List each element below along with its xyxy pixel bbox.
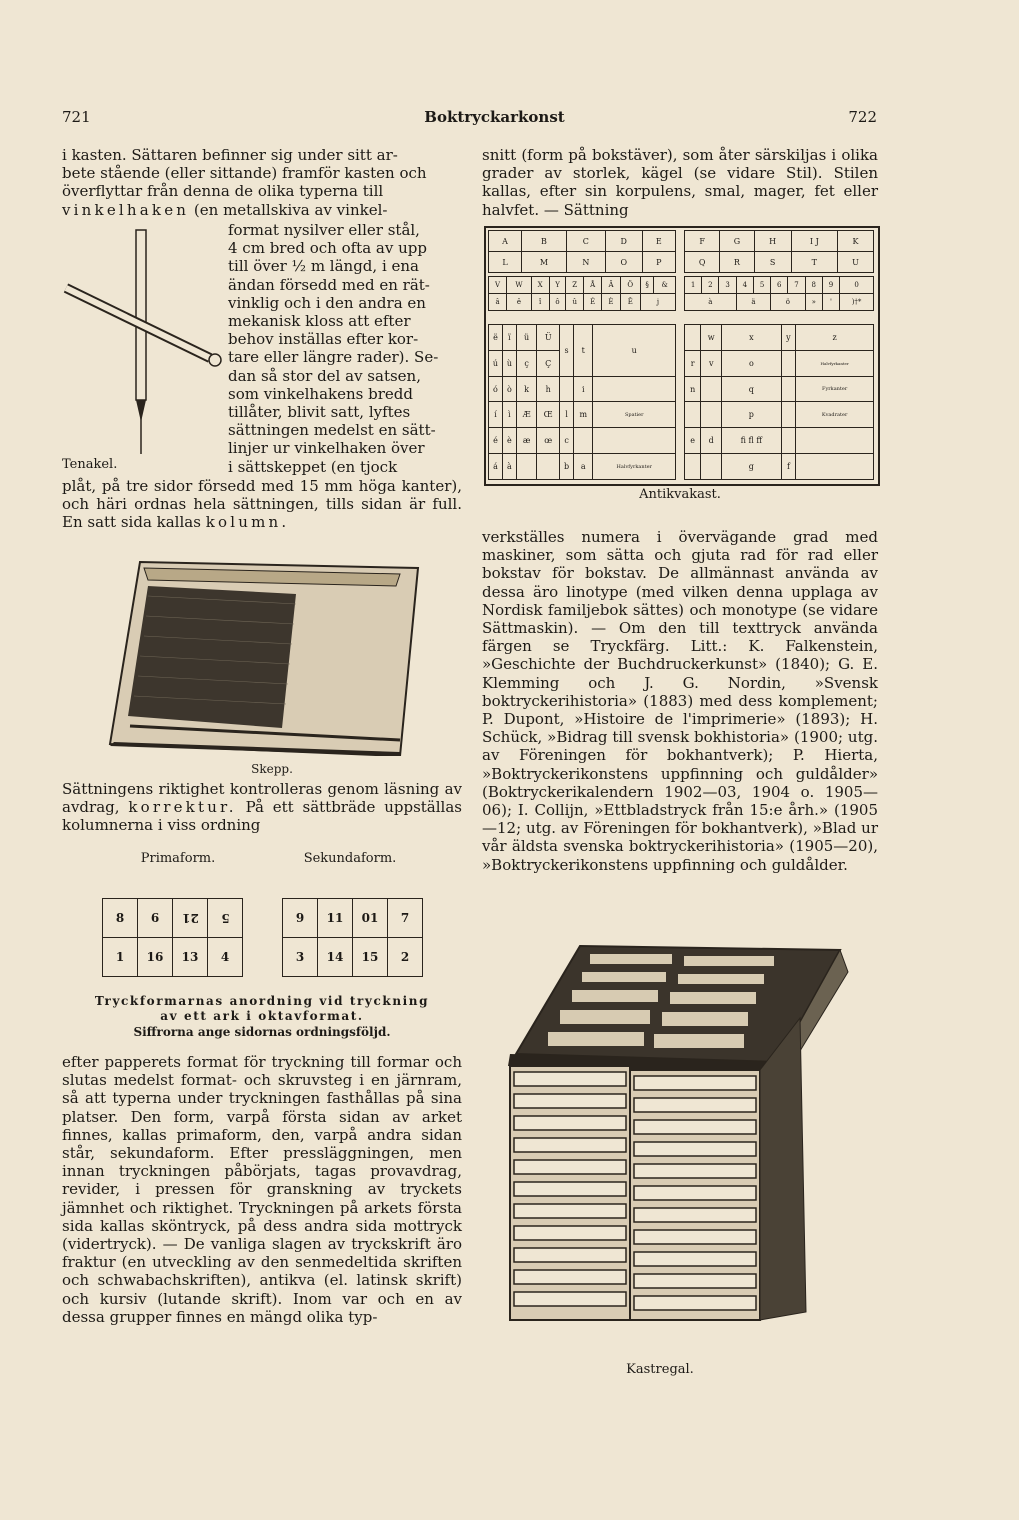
case-cell: C	[566, 231, 605, 252]
case-cell: Ä	[602, 277, 620, 294]
case-cell: 9	[822, 277, 839, 294]
text-line: bete stående (eller sittande) framför kasten och	[62, 164, 427, 183]
kastregal-illustration	[500, 942, 850, 1342]
case-cell: T	[791, 252, 837, 273]
case-cell: K	[837, 231, 873, 252]
case-cell	[593, 376, 676, 402]
case-cell: 5	[753, 277, 770, 294]
form-cell: 2	[388, 938, 423, 977]
case-cell	[781, 402, 796, 428]
text-line: till över ½ m längd, i ena	[228, 257, 419, 276]
case-cell: 4	[736, 277, 753, 294]
case-cell: r	[685, 350, 701, 376]
forms-caption-1: Tryckformarnas anordning vid tryckning	[94, 994, 430, 1008]
left-column-intro	[62, 146, 462, 219]
skepp-illustration	[100, 556, 430, 756]
case-cell: M	[522, 252, 567, 273]
running-title: Boktryckarkonst	[424, 108, 565, 126]
case-cell: f	[781, 454, 796, 480]
case-cell: Ê	[620, 294, 640, 311]
form-cell: 15	[353, 938, 388, 977]
case-cell: W	[507, 277, 532, 294]
form-cell: 11	[318, 899, 353, 938]
case-cell: â	[489, 294, 507, 311]
text-line: tillåter, blivit satt, lyftes	[228, 403, 411, 422]
case-cell: X	[531, 277, 549, 294]
case-cell: H	[754, 231, 791, 252]
case-cell: û	[566, 294, 584, 311]
case-cell: Z	[566, 277, 584, 294]
case-cell: 8	[805, 277, 822, 294]
case-cell	[537, 454, 560, 480]
text-fragment: (en metallskiva av vinkel-	[189, 200, 388, 219]
case-cell: O	[605, 252, 642, 273]
case-cell: L	[489, 252, 522, 273]
case-cell: z	[796, 325, 874, 351]
case-cell: Spatier	[593, 402, 676, 428]
case-cell: 2	[702, 277, 719, 294]
case-cell	[722, 428, 782, 454]
case-cell	[796, 428, 874, 454]
text-line: sättningen medelst en sätt-	[228, 421, 436, 440]
case-cell: Ö	[620, 277, 640, 294]
case-cell	[516, 454, 536, 480]
case-cell: G	[720, 231, 754, 252]
forms-caption-2: av ett ark i oktavformat.	[160, 1009, 364, 1023]
paragraph	[62, 780, 462, 835]
case-cell: a	[574, 454, 593, 480]
left-column-para3: efter papperets format för tryckning till formar och slutas medelst format- och skruvsteg i en järnram, så att typerna under tryckningen fasthållas på sina platser. Den form, varpå första sidan av arket finnes, kallas primaform, den, varpå andra sidan står, sekundaform. Efter pressläggningen, men innan tryckningen påbörjats, tagas provavdrag, revider, i pressen för granskning av tryckets jämnhet och riktighet. Tryckningen på arkets första sida kallas sköntryck, på dess andra sida mottryck (vidertryck). — De vanliga slagen av tryckskrift äro fraktur (en utveckling av den senmedeltida skriften och schwabachskriften), antikva (el. latinsk skrift) och kursiv (lutande skrift). Inom var och en av dessa grupper finnes en mängd olika typ-	[62, 1053, 462, 1326]
skepp-caption: Skepp.	[251, 762, 293, 776]
case-cell: 6	[771, 277, 788, 294]
case-cell: d	[701, 428, 722, 454]
case-cell: h	[537, 376, 560, 402]
case-cell: u	[593, 325, 676, 377]
case-cell: Halvfyrkanter	[593, 454, 676, 480]
case-glyph: )	[851, 298, 855, 306]
case-cell: P	[642, 252, 675, 273]
text-line: 4 cm bred och ofta av upp	[228, 239, 427, 258]
text-line	[62, 201, 462, 219]
form-cell: 7	[388, 899, 423, 938]
case-cell: I J	[791, 231, 837, 252]
left-column-wrap	[228, 221, 462, 476]
case-cell: Ü	[537, 325, 560, 351]
case-cell: p	[722, 402, 782, 428]
case-cell: è	[502, 428, 516, 454]
case-cell: ó	[489, 376, 503, 402]
case-cell: æ	[516, 428, 536, 454]
case-cell: á	[489, 454, 503, 480]
text-fragment: plåt, på tre sidor försedd med 15 mm höga kanter), och häri ordnas hela sättningen, tills sidan är full. En satt sida kallas	[62, 477, 462, 532]
case-cell	[781, 376, 796, 402]
case-cell: ë	[489, 325, 503, 351]
case-cell: Halvfyrkanter	[796, 350, 874, 376]
case-cell: j	[640, 294, 675, 311]
case-cell: ê	[507, 294, 532, 311]
page-number-left: 721	[62, 108, 91, 126]
text-line: som vinkelhakens bredd	[228, 384, 413, 403]
case-cell: E	[642, 231, 675, 252]
text-fragment: Sättningens riktighet kontrolleras genom läsning av avdrag,	[62, 780, 462, 817]
form-cell: 14	[318, 938, 353, 977]
forms-caption-3: Siffrorna ange sidornas ordningsföljd.	[133, 1025, 391, 1039]
left-column-para1-tail	[62, 477, 462, 532]
antikvakast-upper-right	[684, 230, 874, 273]
case-cell: m	[574, 402, 593, 428]
case-cell	[796, 454, 874, 480]
antikvakast-row3-right	[684, 276, 874, 311]
text-line: dan så stor del av satsen,	[228, 366, 421, 385]
right-column-para1: snitt (form på bokstäver), som åter särskiljas i olika grader av storlek, kägel (se vidare Stil). Stilen kallas, efter sin korpulens, smal, mager, fet eller halvfet. — Sättning	[482, 146, 878, 219]
form-cell: 5	[208, 899, 243, 938]
paragraph	[62, 477, 462, 532]
case-cell: l	[560, 402, 574, 428]
antikvakast-row3-left	[488, 276, 676, 311]
case-cell	[574, 428, 593, 454]
case-cell: c	[560, 428, 574, 454]
right-column-para2: verkställes numera i övervägande grad med maskiner, som sätta och gjuta rad för rad eller bokstav för bokstav. De allmännast använda av dessa äro linotype (med vilken denna upplaga av Nordisk familjebok sättes) och monotype (se vidare Sättmaskin). — Om den till texttryck använda färgen se Tryckfärg. Litt.: K. Falkenstein, »Geschichte der Buchdruckerkunst» (1840); G. E. Klemming och J. G. Nordin, »Svensk boktryckerihistoria» (1883) med dess komplement; P. Dupont, »Histoire de l'imprimerie» (1893); H. Schück, »Bidrag till svensk bokhistoria» (1900; utg. av Föreningen för bokhantverk); P. Hierta, »Boktryckerikonstens uppfinning och guldålder» (Boktryckerikalendern 1902—03, 1904 o. 1905—06); I. Collijn, »Ettbladstryck från 15:e årh.» (1905—12; utg. av Föreningen för bokhantverk), »Blad ur vår äldsta svenska boktryckerihistoria» (1905—20), »Boktryckerikonstens uppfinning och guldålder.	[482, 528, 878, 874]
case-cell: e	[685, 428, 701, 454]
case-cell: q	[722, 376, 782, 402]
case-cell: Æ	[516, 402, 536, 428]
case-cell	[685, 454, 701, 480]
case-cell	[701, 454, 722, 480]
text-line: vinklig och i den andra en	[228, 293, 426, 312]
text-fragment: På ett sättbräde uppställas kolumnerna i viss ordning	[62, 798, 462, 835]
case-cell: i	[574, 376, 593, 402]
form-cell: 9	[283, 899, 318, 938]
case-cell: ü	[516, 325, 536, 351]
case-cell: Kvadrater	[796, 402, 874, 428]
antikvakast-caption: Antikvakast.	[639, 487, 721, 502]
case-cell: S	[754, 252, 791, 273]
case-cell	[593, 428, 676, 454]
case-cell	[701, 376, 722, 402]
case-cell	[560, 376, 574, 402]
case-cell: î	[531, 294, 549, 311]
case-cell: 7	[788, 277, 805, 294]
page-number-right: 722	[848, 108, 877, 126]
case-cell: ú	[489, 350, 503, 376]
case-cell: í	[489, 402, 503, 428]
spaced-term: kolumn.	[205, 513, 290, 532]
case-cell	[685, 402, 701, 428]
case-cell: 1	[685, 277, 702, 294]
case-cell: g	[722, 454, 782, 480]
spaced-term: vinkelhaken	[62, 200, 190, 219]
text-line: linjer ur vinkelhaken över	[228, 439, 425, 458]
text-line: format nysilver eller stål,	[228, 221, 420, 239]
text-line: behov inställas efter kor-	[228, 330, 419, 349]
antikvakast-lower-left	[488, 324, 676, 480]
case-cell: Fyrkanter	[796, 376, 874, 402]
case-glyph: †	[854, 298, 858, 306]
case-glyph: fl	[748, 436, 754, 446]
case-cell: ä	[736, 294, 770, 311]
text-line: överflyttar från denna de olika typerna till	[62, 182, 384, 201]
case-cell: Å	[584, 277, 602, 294]
case-cell: 3	[719, 277, 736, 294]
case-cell: Y	[549, 277, 566, 294]
case-cell: Œ	[537, 402, 560, 428]
case-cell: ï	[502, 325, 516, 351]
spaced-term: korrektur.	[128, 798, 237, 817]
case-cell: 0	[840, 277, 874, 294]
case-cell: o	[722, 350, 782, 376]
case-cell: ô	[549, 294, 566, 311]
case-cell: Ç	[537, 350, 560, 376]
form-cell: 4	[208, 938, 243, 977]
case-cell	[685, 325, 701, 351]
sekundaform-label: Sekundaform.	[303, 851, 397, 866]
case-cell: ç	[516, 350, 536, 376]
left-column-para2	[62, 780, 462, 835]
sekundaform-table	[282, 898, 423, 977]
case-cell: ö	[771, 294, 805, 311]
case-glyph: *	[857, 298, 862, 306]
case-cell: R	[720, 252, 754, 273]
form-cell: 16	[138, 938, 173, 977]
primaform-label: Primaform.	[140, 851, 216, 866]
case-cell: F	[685, 231, 720, 252]
case-cell: §	[640, 277, 653, 294]
primaform-table	[102, 898, 243, 977]
kastregal-caption: Kastregal.	[626, 1362, 694, 1377]
case-cell: Q	[685, 252, 720, 273]
case-cell: n	[685, 376, 701, 402]
case-cell: œ	[537, 428, 560, 454]
form-cell: 3	[283, 938, 318, 977]
case-cell: È	[602, 294, 620, 311]
case-cell	[781, 350, 796, 376]
case-cell: B	[522, 231, 567, 252]
case-cell: y	[781, 325, 796, 351]
form-cell: 13	[173, 938, 208, 977]
case-cell: ì	[502, 402, 516, 428]
case-cell: v	[701, 350, 722, 376]
antikvakast-lower-right	[684, 324, 874, 480]
tenakel-illustration	[60, 222, 230, 472]
case-cell: V	[489, 277, 507, 294]
antikvakast-upper-left	[488, 230, 676, 273]
form-cell: 21	[173, 899, 208, 938]
case-cell: à	[685, 294, 737, 311]
case-cell: ù	[502, 350, 516, 376]
case-cell: t	[574, 325, 593, 377]
case-cell	[781, 428, 796, 454]
antikvakast-illustration	[484, 226, 880, 486]
form-cell: 8	[103, 899, 138, 938]
text-line: ändan försedd med en rät-	[228, 275, 430, 294]
case-cell: w	[701, 325, 722, 351]
case-cell: »	[805, 294, 822, 311]
case-cell: à	[502, 454, 516, 480]
case-cell: b	[560, 454, 574, 480]
case-cell: '	[822, 294, 839, 311]
tenakel-caption: Tenakel.	[62, 457, 118, 472]
form-cell: 6	[138, 899, 173, 938]
case-glyph: ff	[756, 436, 763, 446]
text-line: mekanisk kloss att efter	[228, 312, 411, 331]
case-cell: s	[560, 325, 574, 377]
case-cell: é	[489, 428, 503, 454]
form-cell: 01	[353, 899, 388, 938]
case-cell: D	[605, 231, 642, 252]
case-cell: &	[654, 277, 676, 294]
case-cell: x	[722, 325, 782, 351]
text-line: tare eller längre rader). Se-	[228, 348, 439, 367]
case-cell: A	[489, 231, 522, 252]
case-glyph: fi	[740, 436, 746, 446]
text-line: i kasten. Sättaren befinner sig under sitt ar-	[62, 146, 398, 164]
case-cell	[701, 402, 722, 428]
case-cell: ò	[502, 376, 516, 402]
text-line: i sättskeppet (en tjock	[228, 457, 398, 476]
case-cell: É	[584, 294, 602, 311]
case-cell: U	[837, 252, 873, 273]
case-cell	[840, 294, 874, 311]
case-cell: k	[516, 376, 536, 402]
case-cell: N	[566, 252, 605, 273]
form-cell: 1	[103, 938, 138, 977]
